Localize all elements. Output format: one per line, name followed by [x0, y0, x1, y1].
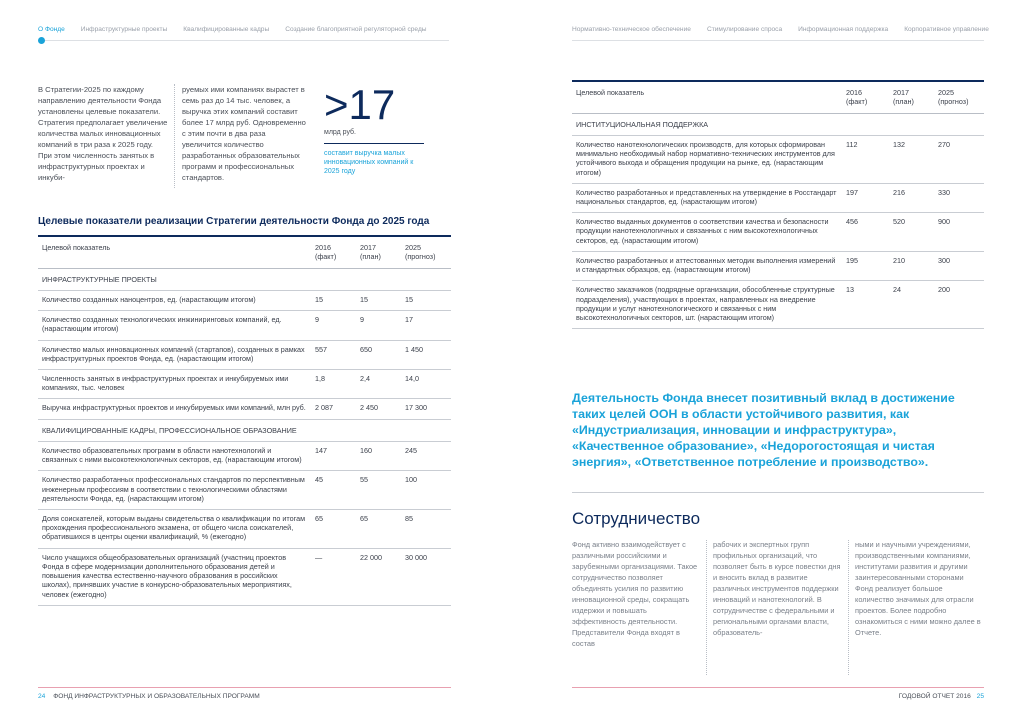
row-value-2025: 330	[934, 183, 984, 212]
table-row	[38, 510, 451, 549]
intro-col1: В Стратегии-2025 по каждому направлению деятельности Фонда установлены целевые показатели. Стратегия предполагает увеличение количества малых инновационных компаний в три раза к 2025 году. При этом численность занятых в инфраструктурных проектах и инкуби-	[38, 85, 168, 182]
nav-divider-left	[38, 40, 449, 41]
row-value-2017: 2 450	[356, 399, 401, 419]
row-value-2025: 270	[934, 135, 984, 183]
row-label: Количество образовательных программ в области нанотехнологий и связанных с ними высокотехнологичных секторов, ед. (нарастающим итогом)	[38, 441, 311, 470]
highlight-unit: млрд руб.	[324, 128, 424, 144]
row-value-2017: 55	[356, 471, 401, 510]
header-indicator: Целевой показатель	[572, 81, 842, 113]
table-row	[38, 290, 451, 310]
row-value-2025: 17	[401, 311, 451, 340]
section-title: ИНСТИТУЦИОНАЛЬНАЯ ПОДДЕРЖКА	[572, 113, 984, 135]
row-value-2017: 22 000	[356, 548, 401, 605]
coop-separator-2	[848, 540, 849, 675]
nav-item-regulatory[interactable]: Создание благоприятной регуляторной среды	[285, 26, 427, 33]
row-label: Выручка инфраструктурных проектов и инкубируемых ими компаний, млн руб.	[38, 399, 311, 419]
row-value-2025: 300	[934, 251, 984, 280]
row-value-2017: 216	[889, 183, 934, 212]
nav-right	[572, 26, 989, 35]
footer-right-text: ГОДОВОЙ ОТЧЕТ 2016	[898, 693, 971, 700]
header-2016: 2016 (факт)	[311, 236, 356, 268]
row-value-2025: 200	[934, 281, 984, 329]
coop-col3: ными и научными учреждениями, производственными компаниями, институтами развития и другими заинтересованными сторонами Фонд реализует большое количество значимых для отрасли проектов. Более подробно ознакомиться с ними можно далее в Отчете.	[855, 540, 981, 637]
table-row	[572, 281, 984, 329]
row-label: Количество нанотехнологических производств, для которых сформирован минимально необходимый набор нормативно-технических инструментов для устойчивого выхода и обращения продукции на рынке, ед. (нарастающим итогом)	[572, 135, 842, 183]
row-value-2016: 13	[842, 281, 889, 329]
row-value-2017: 24	[889, 281, 934, 329]
row-label: Количество разработанных и представленных на утверждение в Росстандарт национальных стандартов, ед. (нарастающим итогом)	[572, 183, 842, 212]
section-title: КВАЛИФИЦИРОВАННЫЕ КАДРЫ, ПРОФЕССИОНАЛЬНОЕ ОБРАЗОВАНИЕ	[38, 419, 451, 441]
row-label: Численность занятых в инфраструктурных проектах и инкубируемых ими компаниях, тыс. человек	[38, 370, 311, 399]
row-value-2025: 900	[934, 213, 984, 252]
table-row	[38, 441, 451, 470]
nav-item-normative[interactable]: Нормативно-техническое обеспечение	[572, 26, 691, 33]
row-value-2017: 15	[356, 290, 401, 310]
row-value-2016: 9	[311, 311, 356, 340]
footer-line-left	[38, 687, 451, 688]
intro-separator	[174, 84, 175, 188]
row-value-2016: 112	[842, 135, 889, 183]
coop-col2: рабочих и экспертных групп профильных организаций, что позволяет быть в курсе повестки дня и вносить вклад в развитие различных инструментов поддержки инноваций и нанотехнологий. В сотрудничестве с федеральными и региональными органами власти, образователь-	[713, 540, 841, 637]
row-value-2016: 195	[842, 251, 889, 280]
page-number-left: 24	[38, 693, 46, 700]
section-row	[38, 419, 451, 441]
header-indicator: Целевой показатель	[38, 236, 311, 268]
row-value-2025: 1 450	[401, 340, 451, 369]
row-label: Количество созданных технологических инжиниринговых компаний, ед. (нарастающим итогом)	[38, 311, 311, 340]
row-value-2016: 15	[311, 290, 356, 310]
row-value-2016: 456	[842, 213, 889, 252]
page-number-right: 25	[976, 693, 984, 700]
table-row	[572, 251, 984, 280]
highlight-value: >17	[324, 81, 396, 128]
row-value-2017: 650	[356, 340, 401, 369]
row-label: Количество малых инновационных компаний (стартапов), созданных в рамках инфраструктурных проектов Фонда, ед. (нарастающим итогом)	[38, 340, 311, 369]
footer-left-text: ФОНД ИНФРАСТРУКТУРНЫХ И ОБРАЗОВАТЕЛЬНЫХ ПРОГРАММ	[53, 693, 260, 700]
row-label: Число учащихся общеобразовательных организаций (участниц проектов Фонда в сфере модернизации дополнительного образования детей и повышения качества естественно-научного образования в российских школах), принявших участие в конкурсно-образовательных мероприятиях, человек (ежегодно)	[38, 548, 311, 605]
nav-active-dot	[38, 37, 45, 44]
coop-divider	[572, 492, 984, 493]
nav-item-demand[interactable]: Стимулирование спроса	[706, 26, 783, 33]
row-value-2017: 9	[356, 311, 401, 340]
header-2017: 2017 (план)	[356, 236, 401, 268]
row-value-2016: 45	[311, 471, 356, 510]
row-value-2017: 2,4	[356, 370, 401, 399]
nav-item-about[interactable]: О Фонде	[38, 26, 65, 33]
table-row	[38, 471, 451, 510]
row-value-2016: 2 087	[311, 399, 356, 419]
nav-item-info[interactable]: Информационная поддержка	[798, 26, 889, 33]
table-row	[38, 311, 451, 340]
row-value-2016: 197	[842, 183, 889, 212]
table-row	[572, 213, 984, 252]
section-row	[38, 268, 451, 290]
row-label: Количество заказчиков (подрядные организации, обособленные структурные подразделения), участвующих в проектах, направленных на внедрение продукции и услуг нанотехнологического и связанных с ним высокотехнологичных секторов, шт. (нарастающим итогом)	[572, 281, 842, 329]
header-2017: 2017 (план)	[889, 81, 934, 113]
highlight-block	[324, 81, 424, 176]
row-value-2025: 245	[401, 441, 451, 470]
footer-right	[899, 693, 984, 702]
table-row	[572, 183, 984, 212]
nav-left	[38, 26, 427, 35]
footer-line-right	[572, 687, 984, 688]
row-value-2025: 17 300	[401, 399, 451, 419]
row-value-2017: 520	[889, 213, 934, 252]
left-table	[38, 235, 451, 606]
footer-left	[38, 693, 260, 702]
row-value-2017: 160	[356, 441, 401, 470]
row-label: Доля соискателей, которым выданы свидетельства о квалификации по итогам прохождения профессионального экзамена, от общего числа соискателей, обратившихся в центры оценки квалификаций, % (ежегодно)	[38, 510, 311, 549]
intro-col2: руемых ими компаниях вырастет в семь раз до 14 тыс. человек, а выручка этих компаний составит более 17 млрд руб. Одновременно с этим почти в два раза увеличится количество разработанных образовательных программ и профессиональных стандартов.	[182, 85, 306, 182]
coop-col1: Фонд активно взаимодействует с различными российскими и зарубежными организациями. Такое сотрудничество позволяет объединять усилия по развитию инновационной среды, сокращать издержки и повышать эффективность деятельности. Представители Фонда входят в состав	[572, 540, 698, 648]
row-label: Количество разработанных профессиональных стандартов по перспективным инженерным профессиям в соответствии с технологическими областями деятельности Фонда, ед. (нарастающим итогом)	[38, 471, 311, 510]
nav-item-personnel[interactable]: Квалифицированные кадры	[183, 26, 270, 33]
row-value-2016: —	[311, 548, 356, 605]
row-value-2017: 210	[889, 251, 934, 280]
row-value-2016: 557	[311, 340, 356, 369]
row-value-2017: 65	[356, 510, 401, 549]
left-table-title: Целевые показатели реализации Стратегии деятельности Фонда до 2025 года	[38, 216, 430, 227]
coop-title: Сотрудничество	[572, 509, 701, 528]
table-header	[572, 81, 984, 113]
table-row	[38, 399, 451, 419]
row-value-2025: 15	[401, 290, 451, 310]
row-value-2025: 85	[401, 510, 451, 549]
table-row	[38, 548, 451, 605]
un-goals-quote: Деятельность Фонда внесет позитивный вклад в достижение таких целей ООН в области устойчивого развития, как «Индустриализация, инновации и инфраструктура», «Качественное образование», «Недорогостоящая и чистая энергия», «Ответственное потребление и производство».	[572, 391, 955, 469]
row-value-2025: 30 000	[401, 548, 451, 605]
row-value-2016: 1,8	[311, 370, 356, 399]
row-value-2025: 100	[401, 471, 451, 510]
nav-item-governance[interactable]: Корпоративное управление	[904, 26, 989, 33]
table-row	[572, 135, 984, 183]
row-label: Количество созданных наноцентров, ед. (нарастающим итогом)	[38, 290, 311, 310]
right-table	[572, 80, 984, 329]
highlight-caption: составит выручка малых инновационных компаний к 2025 году	[324, 150, 414, 176]
table-row	[38, 370, 451, 399]
row-label: Количество разработанных и аттестованных методик выполнения измерений и стандартных образцов, ед. (нарастающим итогом)	[572, 251, 842, 280]
row-value-2016: 147	[311, 441, 356, 470]
row-value-2025: 14,0	[401, 370, 451, 399]
section-title: ИНФРАСТРУКТУРНЫЕ ПРОЕКТЫ	[38, 268, 451, 290]
table-row	[38, 340, 451, 369]
nav-divider-right	[572, 40, 984, 41]
row-value-2016: 65	[311, 510, 356, 549]
coop-separator-1	[706, 540, 707, 675]
section-row	[572, 113, 984, 135]
nav-item-infrastructure[interactable]: Инфраструктурные проекты	[80, 26, 168, 33]
row-value-2017: 132	[889, 135, 934, 183]
row-label: Количество выданных документов о соответствии качества и безопасности продукции нанотехнологичных и связанных с ним высокотехнологичных секторов, ед. (нарастающим итогом)	[572, 213, 842, 252]
header-2025: 2025 (прогноз)	[934, 81, 984, 113]
header-2025: 2025 (прогноз)	[401, 236, 451, 268]
header-2016: 2016 (факт)	[842, 81, 889, 113]
table-header	[38, 236, 451, 268]
